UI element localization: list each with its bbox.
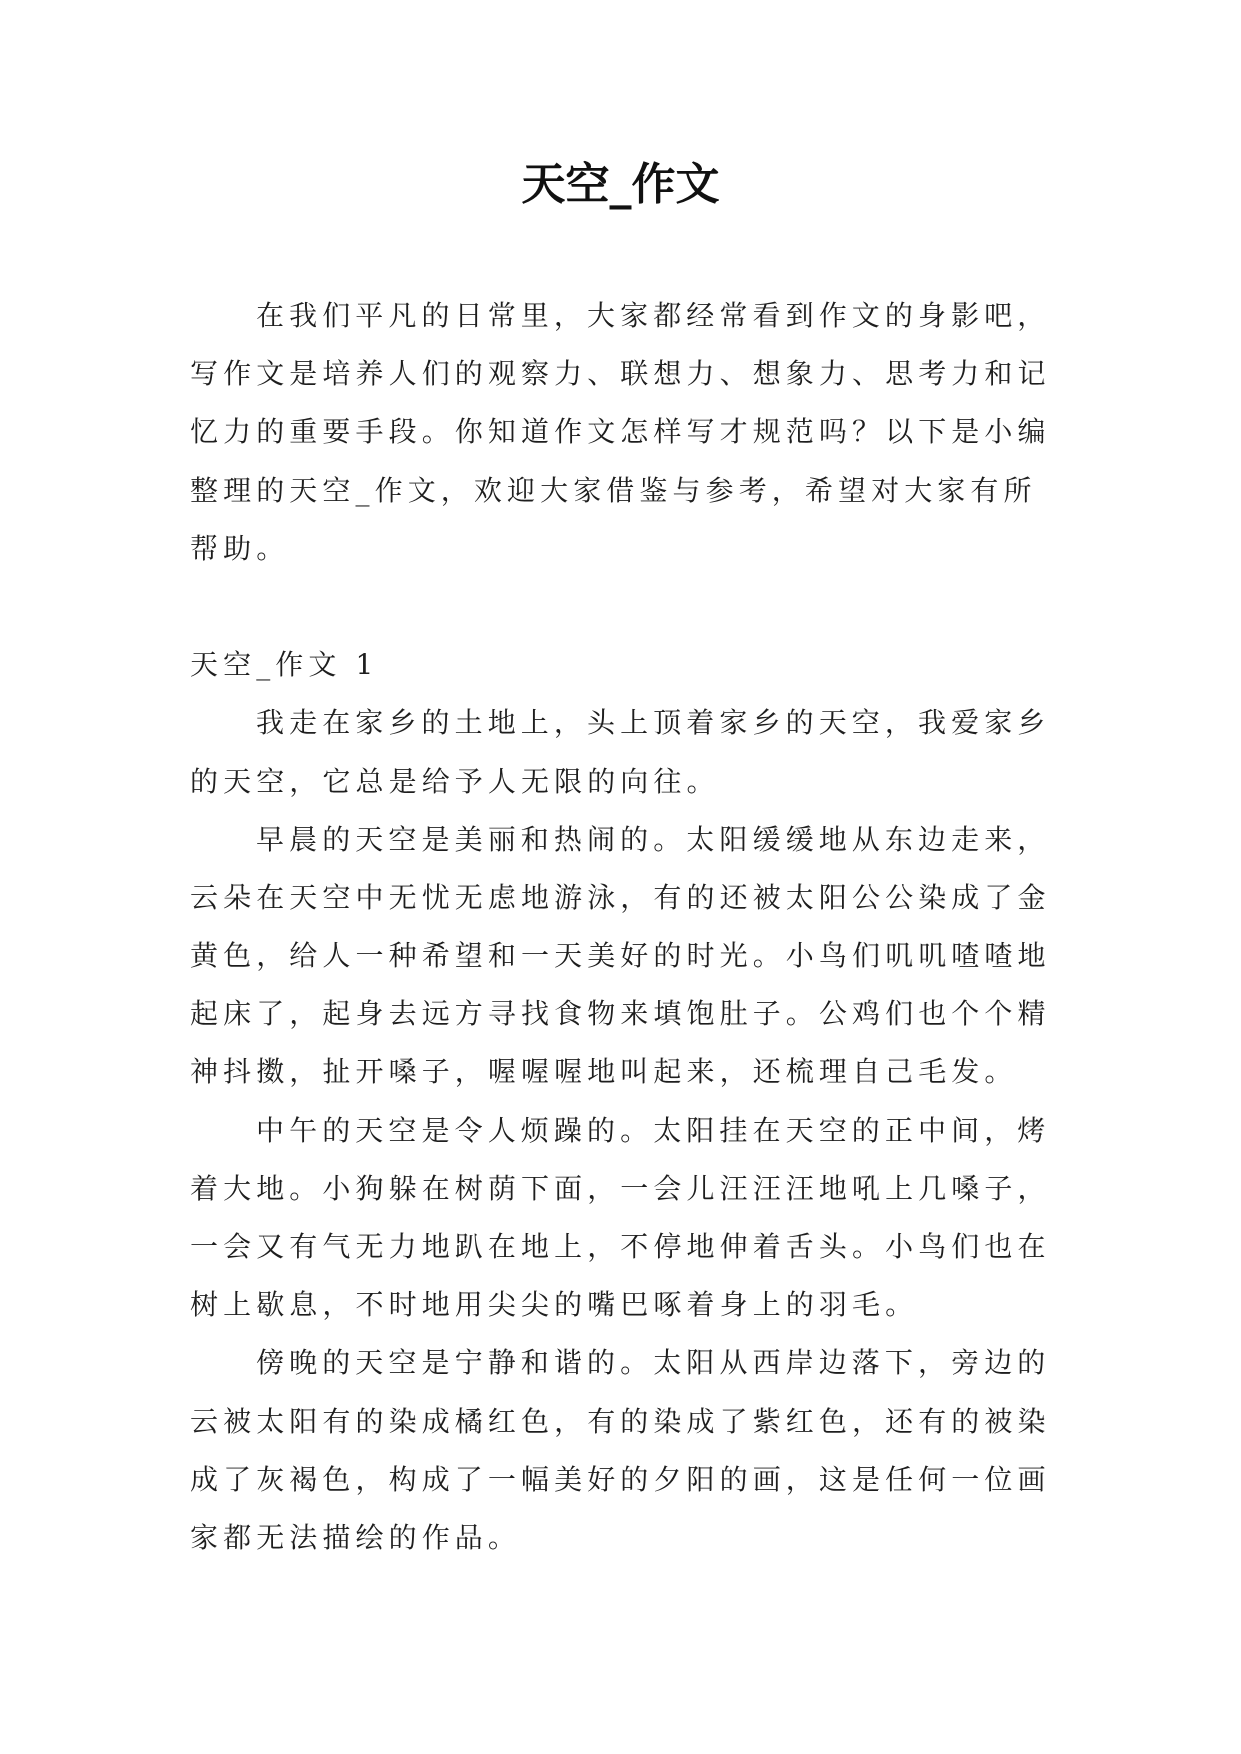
document-title: 天空_作文	[521, 159, 720, 210]
paragraph-line: 早晨的天空是美丽和热闹的。太阳缓缓地从东边走来，	[256, 822, 1051, 856]
paragraph-line: 起床了，起身去远方寻找食物来填饱肚子。公鸡们也个个精	[190, 997, 1051, 1031]
paragraph-line: 成了灰褐色，构成了一幅美好的夕阳的画，这是任何一位画	[190, 1462, 1051, 1496]
paragraph-line: 着大地。小狗躲在树荫下面，一会儿汪汪汪地吼上几嗓子，	[190, 1171, 1051, 1205]
paragraph	[190, 811, 1052, 1102]
paragraph-line: 云被太阳有的染成橘红色，有的染成了紫红色，还有的被染	[190, 1404, 1051, 1438]
paragraph-line: 的天空，它总是给予人无限的向往。	[190, 764, 720, 798]
paragraph	[190, 694, 1052, 810]
intro-line: 写作文是培养人们的观察力、联想力、想象力、思考力和记	[190, 357, 1051, 391]
intro-line: 在我们平凡的日常里，大家都经常看到作文的身影吧，	[256, 299, 1051, 332]
intro-line: 忆力的重要手段。你知道作文怎样写才规范吗？以下是小编	[190, 415, 1051, 449]
intro-line: 整理的天空_作文，欢迎大家借鉴与参考，希望对大家有所	[190, 473, 1037, 507]
paragraph-line: 黄色，给人一种希望和一天美好的时光。小鸟们叽叽喳喳地	[190, 939, 1051, 973]
paragraph	[190, 1334, 1052, 1567]
paragraph-line: 神抖擞，扯开嗓子，喔喔喔地叫起来，还梳理自己毛发。	[190, 1055, 1018, 1089]
paragraph-line: 中午的天空是令人烦躁的。太阳挂在天空的正中间，烤	[256, 1113, 1051, 1147]
section-heading: 天空_作文 1	[190, 648, 379, 682]
section	[190, 636, 1052, 1567]
paragraph-line: 傍晚的天空是宁静和谐的。太阳从西岸边落下，旁边的	[256, 1346, 1051, 1380]
paragraph	[190, 1102, 1052, 1335]
paragraph-line: 家都无法描绘的作品。	[190, 1520, 522, 1554]
document-body	[190, 287, 1052, 1567]
paragraph-line: 一会又有气无力地趴在地上，不停地伸着舌头。小鸟们也在	[190, 1230, 1051, 1263]
paragraph-line: 我走在家乡的土地上，头上顶着家乡的天空，我爱家乡	[256, 706, 1051, 740]
paragraph-line: 云朵在天空中无忧无虑地游泳，有的还被太阳公公染成了金	[190, 880, 1051, 914]
intro-line: 帮助。	[190, 531, 290, 565]
intro-paragraph	[190, 287, 1052, 578]
paragraph-line: 树上歇息，不时地用尖尖的嘴巴啄着身上的羽毛。	[190, 1288, 919, 1322]
paragraph-spacer	[190, 578, 1052, 636]
